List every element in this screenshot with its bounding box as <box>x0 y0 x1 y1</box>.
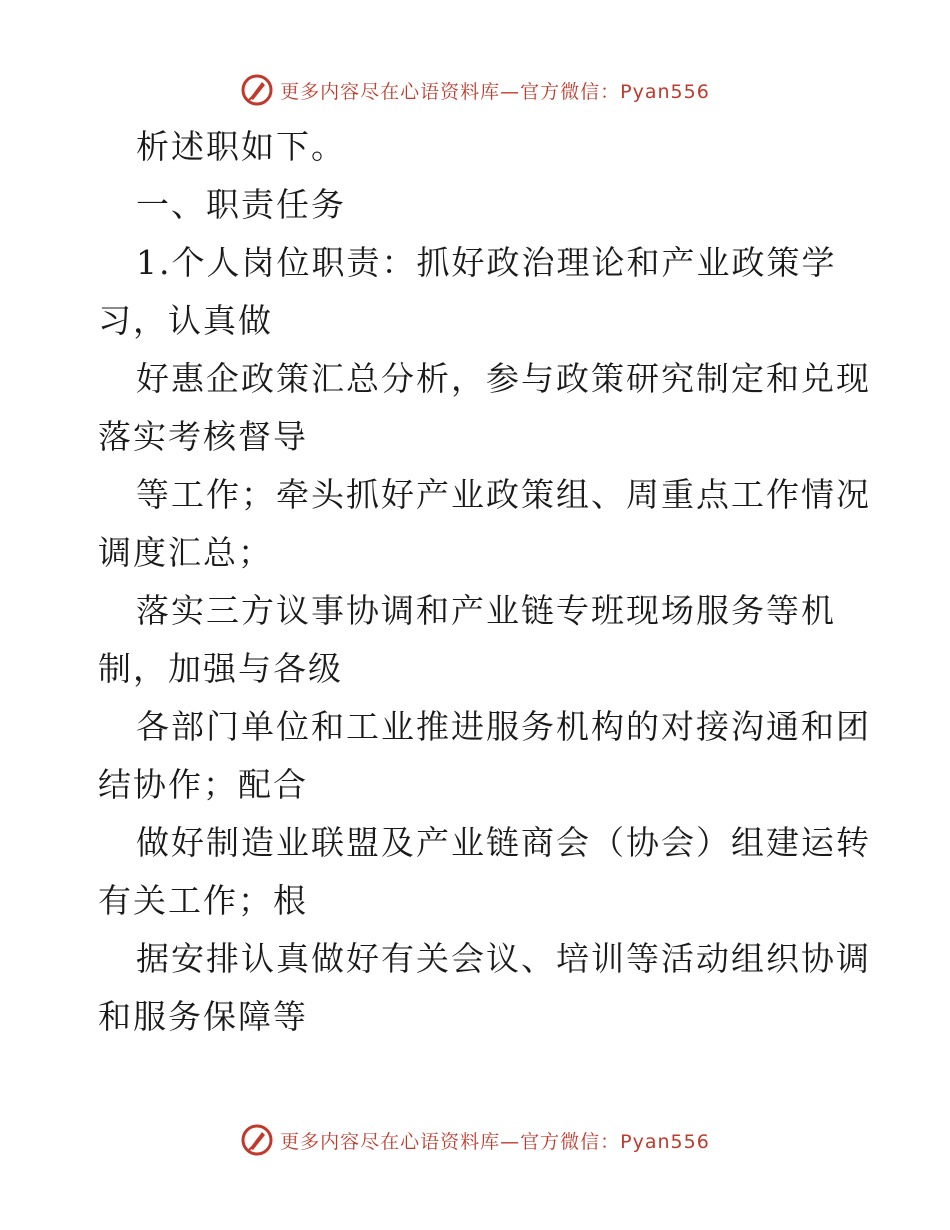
footer-banner-text <box>280 1127 710 1154</box>
footer-banner <box>0 1120 950 1160</box>
quill-logo-icon <box>240 1123 274 1157</box>
body-line: 1.个人岗位职责：抓好政治理论和产业政策学 <box>136 243 837 282</box>
header-banner <box>0 70 950 110</box>
header-wechat-id: Pyan556 <box>620 80 710 103</box>
body-line: 据安排认真做好有关会议、培训等活动组织协调 <box>136 939 871 978</box>
header-banner-text <box>280 77 710 104</box>
footer-banner-label: 更多内容尽在心语资料库—官方微信： <box>280 1130 621 1153</box>
body-line: 落实考核督导 <box>98 417 308 456</box>
quill-logo-icon <box>240 73 274 107</box>
body-line: 各部门单位和工业推进服务机构的对接沟通和团 <box>136 707 871 746</box>
section-heading: 一、职责任务 <box>136 185 346 224</box>
body-line: 做好制造业联盟及产业链商会（协会）组建运转 <box>136 823 871 862</box>
body-line: 调度汇总； <box>98 533 273 572</box>
body-line: 制，加强与各级 <box>98 649 343 688</box>
body-line: 好惠企政策汇总分析，参与政策研究制定和兑现 <box>136 359 871 398</box>
body-line: 习，认真做 <box>98 301 273 340</box>
header-banner-label: 更多内容尽在心语资料库—官方微信： <box>280 80 621 103</box>
body-line: 落实三方议事协调和产业链专班现场服务等机 <box>136 591 836 630</box>
footer-wechat-id: Pyan556 <box>620 1130 710 1153</box>
document-body <box>98 118 871 1046</box>
body-line: 等工作；牵头抓好产业政策组、周重点工作情况 <box>136 475 871 514</box>
body-line: 析述职如下。 <box>136 127 346 166</box>
body-line: 结协作；配合 <box>98 765 308 804</box>
body-line: 和服务保障等 <box>98 997 308 1036</box>
body-line: 有关工作；根 <box>98 881 308 920</box>
